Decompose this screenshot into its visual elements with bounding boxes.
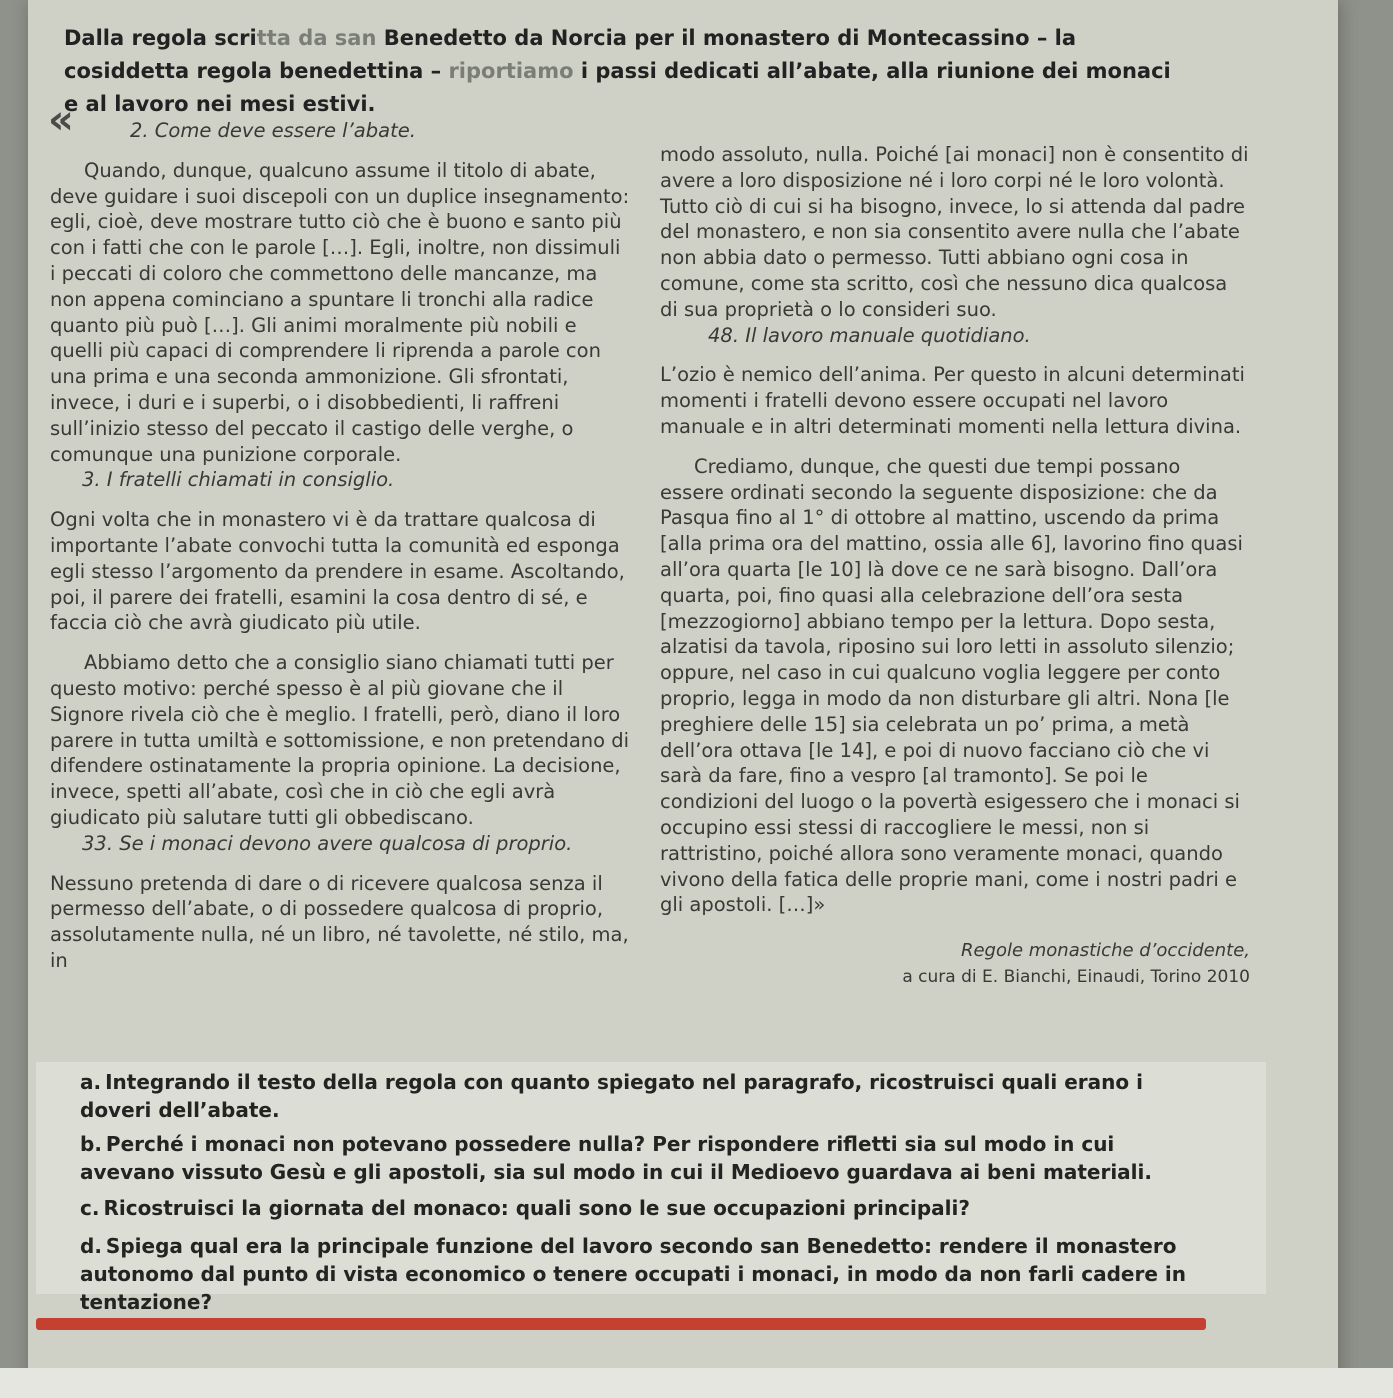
- section-33-continuation: modo assoluto, nulla. Poiché [ai monaci] non è consentito di avere a loro disposizione né i loro corpi né le loro volontà. Tutto ciò di cui si ha bisogno, invece, lo si attenda dal padre del monastero, e non sia consentito avere nulla che l’abate non abbia dato o permesso. Tutti abbiano ogni cosa in comune, come sta scritto, così che nessuno dica qualcosa di sua proprietà o lo consideri suo.: [660, 143, 1249, 321]
- source-title: Regole monastiche d’occidente,: [960, 940, 1250, 962]
- section-48-text-2: Crediamo, dunque, che questi due tempi possano essere ordinati secondo la seguente disposizione: che da Pasqua fino al 1° di ottobre al mattino, uscendo da prima [alla prima ora del mattino, ossia alle 6], lavorino fino quasi all’ora quarta [le 10] là dove ce ne sarà bisogno. Dall’ora quarta, poi, fino quasi alla celebrazione dell’ora sesta [mezzogiorno] abbiano tempo per la lettura. Dopo sesta, alzatisi da tavola, riposino sui loro letti in assoluto silenzio; oppure, nel caso in cui qualcuno voglia leggere per conto proprio, legga in modo da non disturbare gli altri. Nona [le preghiere delle 15] sia celebrata un po’ prima, a metà dell’ora ottava [le 14], e poi di nuovo facciano ciò che vi sarà da fare, fino a vespro [al tramonto]. Se poi le condizioni del luogo o la povertà esigessero che i monaci si occupino essi stessi di raccogliere le messi, non si rattristino, poiché allora sono veramente monaci, quando vivono della fatica delle proprie mani, come i nostri padri e gli apostoli. […]»: [660, 454, 1243, 917]
- source-citation: [660, 938, 1250, 990]
- section-48-title: 48. Il lavoro manuale quotidiano.: [708, 323, 1031, 347]
- section-3-text-1: Ogni volta che in monastero vi è da trattare qualcosa di importante l’abate convochi tutta la comunità ed esponga egli stesso l’argomento da prendere in esame. Ascoltando, poi, il parere dei fratelli, esamini la cosa dentro di sé, e faccia ciò che avrà giudicato più utile.: [50, 508, 625, 635]
- red-divider-bar: [36, 1318, 1206, 1330]
- section-3-title: 3. I fratelli chiamati in consiglio.: [82, 468, 395, 492]
- section-2-title: 2. Come deve essere l’abate.: [130, 119, 416, 142]
- question-d: d. Spiega qual era la principale funzione del lavoro secondo san Benedetto: rendere il monastero autonomo dal punto di vista economico o tenere occupati i monaci, in modo da non farli cadere in tentazione?: [80, 1234, 1186, 1314]
- section-48-text-1: L’ozio è nemico dell’anima. Per questo in alcuni determinati momenti i fratelli devono essere occupati nel lavoro manuale e in altri determinati momenti nella lettura divina.: [660, 363, 1245, 438]
- question-a: a. Integrando il testo della regola con quanto spiegato nel paragrafo, ricostruisci quali erano i doveri dell’abate.: [80, 1070, 1143, 1122]
- right-column: [660, 142, 1250, 990]
- section-2-text: Quando, dunque, qualcuno assume il titolo di abate, deve guidare i suoi discepoli con un duplice insegnamento: egli, cioè, deve mostrare tutto ciò che è buono e santo più con i fatti che con le parole […]. Egli, inoltre, non dissimuli i peccati di coloro che commettono delle mancanze, ma non appena cominciano a spuntare li tronchi alla radice quanto più può […]. Gli animi moralmente più nobili e quelli più capaci di comprendere li riprenda a parole con una prima e una seconda ammonizione. Gli sfrontati, invece, i duri e i superbi, o i disobbedienti, li raffreni sull’inizio stesso del peccato il castigo delle verghe, o comunque una punizione corporale.: [50, 158, 630, 466]
- open-quote-mark: «: [48, 97, 66, 143]
- intro-heading: Dalla regola scritta da san Benedetto da Norcia per il monastero di Montecassino – la cosiddetta regola benedettina – riportiamo i passi dedicati all’abate, alla riunione dei monaci e al lavoro nei mesi estivi.: [64, 26, 1171, 116]
- question-c: c. Ricostruisci la giornata del monaco: quali sono le sue occupazioni principali?: [80, 1196, 970, 1220]
- page-edge: [0, 1368, 1393, 1398]
- section-33-text: Nessuno pretenda di dare o di ricevere qualcosa senza il permesso dell’abate, o di possedere qualcosa di proprio, assolutamente nulla, né un libro, né tavolette, né stilo, ma, in: [50, 871, 629, 972]
- question-b: b. Perché i monaci non potevano possedere nulla? Per rispondere rifletti sia sul modo in cui avevano vissuto Gesù e gli apostoli, sia sul modo in cui il Medioevo guardava ai beni materiali.: [80, 1132, 1152, 1184]
- section-3-text-2: Abbiamo detto che a consiglio siano chiamati tutti per questo motivo: perché spesso è al più giovane che il Signore rivela ciò che è meglio. I fratelli, però, diano il loro parere in tutta umiltà e sottomissione, e non pretendano di difendere ostinatamente la propria opinione. La decisione, invece, spetti all’abate, così che in ciò che egli avrà giudicato più salutare tutti gli obbediscano.: [50, 651, 630, 829]
- questions-box: [36, 1062, 1266, 1314]
- section-33-title: 33. Se i monaci devono avere qualcosa di proprio.: [82, 831, 573, 855]
- left-column: [48, 97, 630, 974]
- source-detail: a cura di E. Bianchi, Einaudi, Torino 2010: [902, 967, 1250, 988]
